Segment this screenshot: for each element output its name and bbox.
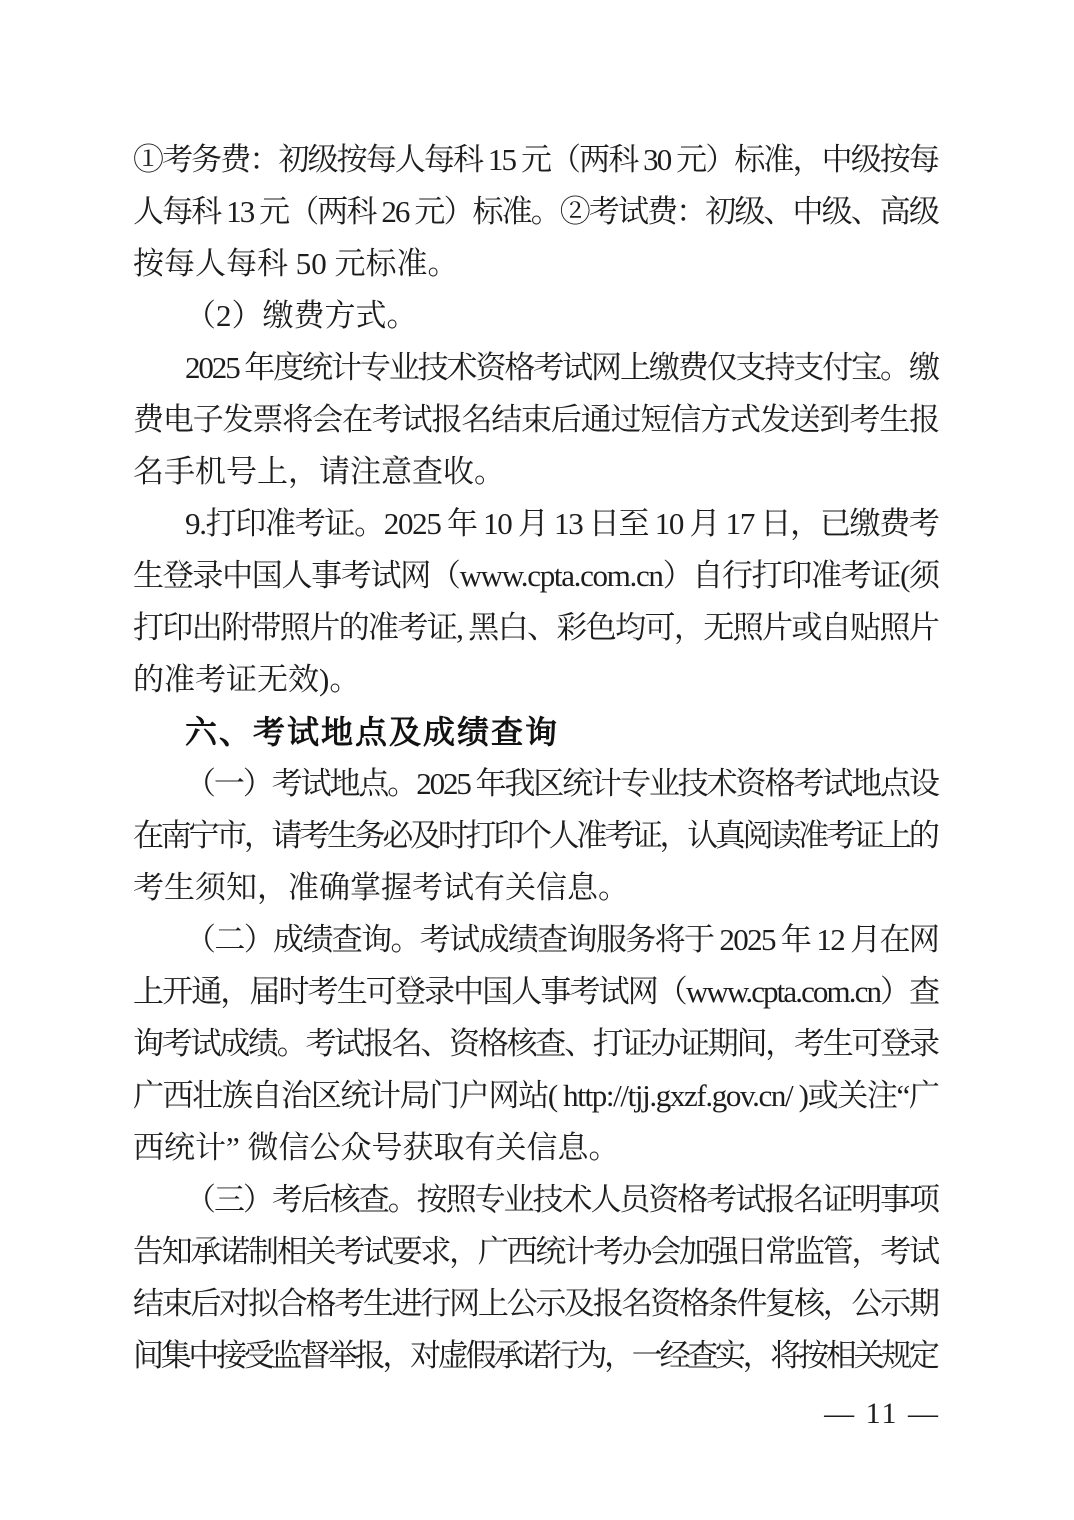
text-line: 生登录中国人事考试网（www.cpta.com.cn）自行打印准考证(须 [133, 558, 939, 593]
text-line: ①考务费：初级按每人每科 15 元（两科 30 元）标准，中级按每 [133, 142, 938, 177]
text-line: 按每人每科 50 元标准。 [133, 246, 459, 281]
section-heading: 六、考试地点及成绩查询 [185, 714, 560, 750]
text-line: （二）成绩查询。考试成绩查询服务将于 2025 年 12 月在网 [185, 922, 939, 957]
text-line: （一）考试地点。2025 年我区统计专业技术资格考试地点设 [185, 766, 938, 801]
text-line: 告知承诺制相关考试要求，广西统计考办会加强日常监管，考试 [133, 1234, 938, 1269]
text-line: 上开通，届时考生可登录中国人事考试网（www.cpta.com.cn）查 [133, 974, 939, 1009]
text-line: （三）考后核查。按照专业技术人员资格考试报名证明事项 [185, 1182, 938, 1217]
page-number: — 11 — [824, 1397, 940, 1430]
text-line: 广西壮族自治区统计局门户网站( http://tjj.gxzf.gov.cn/ )或关注“广 [133, 1078, 939, 1113]
document-body [133, 134, 940, 1382]
text-line: 9.打印准考证。2025 年 10 月 13 日至 10 月 17 日，已缴费考 [185, 506, 939, 541]
text-line: 询考试成绩。考试报名、资格核查、打证办证期间，考生可登录 [133, 1026, 938, 1061]
text-line: 2025 年度统计专业技术资格考试网上缴费仅支持支付宝。缴 [185, 350, 938, 385]
text-line: 考生须知，准确掌握考试有关信息。 [133, 870, 629, 905]
text-line: 间集中接受监督举报，对虚假承诺行为，一经查实，将按相关规定 [133, 1338, 937, 1373]
text-line: 结束后对拟合格考生进行网上公示及报名资格条件复核，公示期 [133, 1286, 938, 1321]
text-line: 在南宁市，请考生务必及时打印个人准考证，认真阅读准考证上的 [133, 818, 937, 853]
text-line: 名手机号上，请注意查收。 [133, 454, 505, 489]
text-line: 人每科 13 元（两科 26 元）标准。②考试费：初级、中级、高级 [133, 194, 938, 229]
text-line: 费电子发票将会在考试报名结束后通过短信方式发送到考生报 [133, 402, 939, 437]
text-line: （2）缴费方式。 [185, 298, 418, 333]
text-line: 的准考证无效)。 [133, 662, 361, 697]
text-line: 西统计” 微信公众号获取有关信息。 [133, 1130, 620, 1165]
text-line: 打印出附带照片的准考证, 黑白、彩色均可，无照片或自贴照片 [133, 610, 939, 645]
